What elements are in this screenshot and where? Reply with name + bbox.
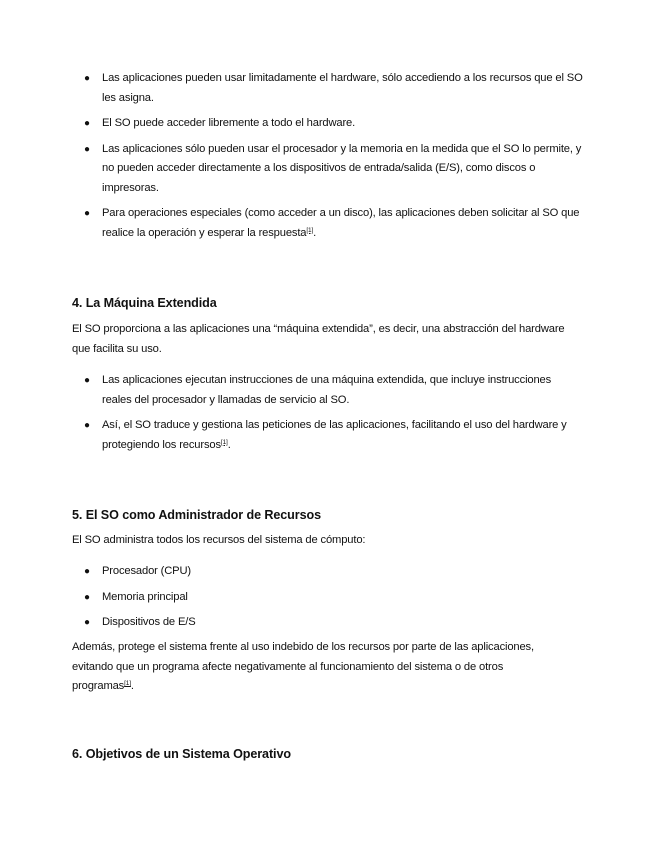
section-4-bullet-list <box>0 371 655 455</box>
privilege-bullet-list <box>0 69 655 243</box>
list-item <box>0 114 655 134</box>
bullet-icon: ● <box>84 73 90 84</box>
section-4-intro: El SO proporciona a las aplicaciones una “máquina extendida”, es decir, una abstracción del hardware que facilita su uso. <box>72 323 565 355</box>
punctuation: . <box>130 680 134 692</box>
bullet-icon: ● <box>84 208 90 219</box>
bullet-icon: ● <box>84 591 90 603</box>
list-item <box>0 588 655 608</box>
closing-text: Además, protege el sistema frente al uso indebido de los recursos por parte de las aplicaciones, evitando que un programa afecte negativamente al funcionamiento del sistema o de otros programas <box>72 641 534 692</box>
list-item <box>0 204 655 243</box>
list-item <box>0 416 655 455</box>
list-item-text: Las aplicaciones ejecutan instrucciones de una máquina extendida, que incluye instrucciones reales del procesador y llamadas de servicio al SO. <box>102 374 552 406</box>
bullet-icon: ● <box>84 143 90 155</box>
citation-link[interactable]: [1] <box>124 680 131 687</box>
punctuation: . <box>313 226 317 239</box>
citation-link[interactable]: [1] <box>306 226 314 234</box>
list-item-text: Las aplicaciones pueden usar limitadamente el hardware, sólo accediendo a los recursos que el SO les asigna. <box>102 72 583 104</box>
list-item-text: Procesador (CPU) <box>102 565 191 577</box>
bullet-icon: ● <box>84 118 90 129</box>
list-item-text: Memoria principal <box>102 590 188 603</box>
bullet-icon: ● <box>84 566 90 577</box>
section-5-heading: 5. El SO como Administrador de Recursos <box>72 508 321 522</box>
bullet-icon: ● <box>84 420 90 431</box>
section-6-heading: 6. Objetivos de un Sistema Operativo <box>72 747 291 761</box>
bullet-icon: ● <box>84 617 90 628</box>
list-item <box>0 562 655 582</box>
list-item <box>0 140 655 199</box>
list-item-text: Así, el SO traduce y gestiona las peticiones de las aplicaciones, facilitando el uso del hardware y protegiendo los recursos <box>102 419 567 451</box>
citation-link[interactable]: [1] <box>220 438 228 446</box>
list-item <box>0 613 655 633</box>
list-item <box>0 69 655 108</box>
bullet-icon: ● <box>84 375 90 386</box>
list-item <box>0 371 655 410</box>
list-item-text: Para operaciones especiales (como acceder a un disco), las aplicaciones deben solicitar al SO que realice la operación y esperar la respuesta <box>102 207 580 239</box>
list-item-text: Dispositivos de E/S <box>102 616 196 628</box>
punctuation: . <box>227 438 231 451</box>
section-5-closing <box>72 638 562 697</box>
list-item-text: El SO puede acceder libremente a todo el hardware. <box>102 117 356 129</box>
resources-bullet-list <box>0 562 655 633</box>
list-item-text: Las aplicaciones sólo pueden usar el procesador y la memoria en la medida que el SO lo permite, y no pueden acceder directamente a los dispositivos de entrada/salida (E/S), como discos o impresoras. <box>102 142 582 194</box>
section-4-heading: 4. La Máquina Extendida <box>72 296 217 310</box>
section-5-intro: El SO administra todos los recursos del sistema de cómputo: <box>72 534 366 546</box>
